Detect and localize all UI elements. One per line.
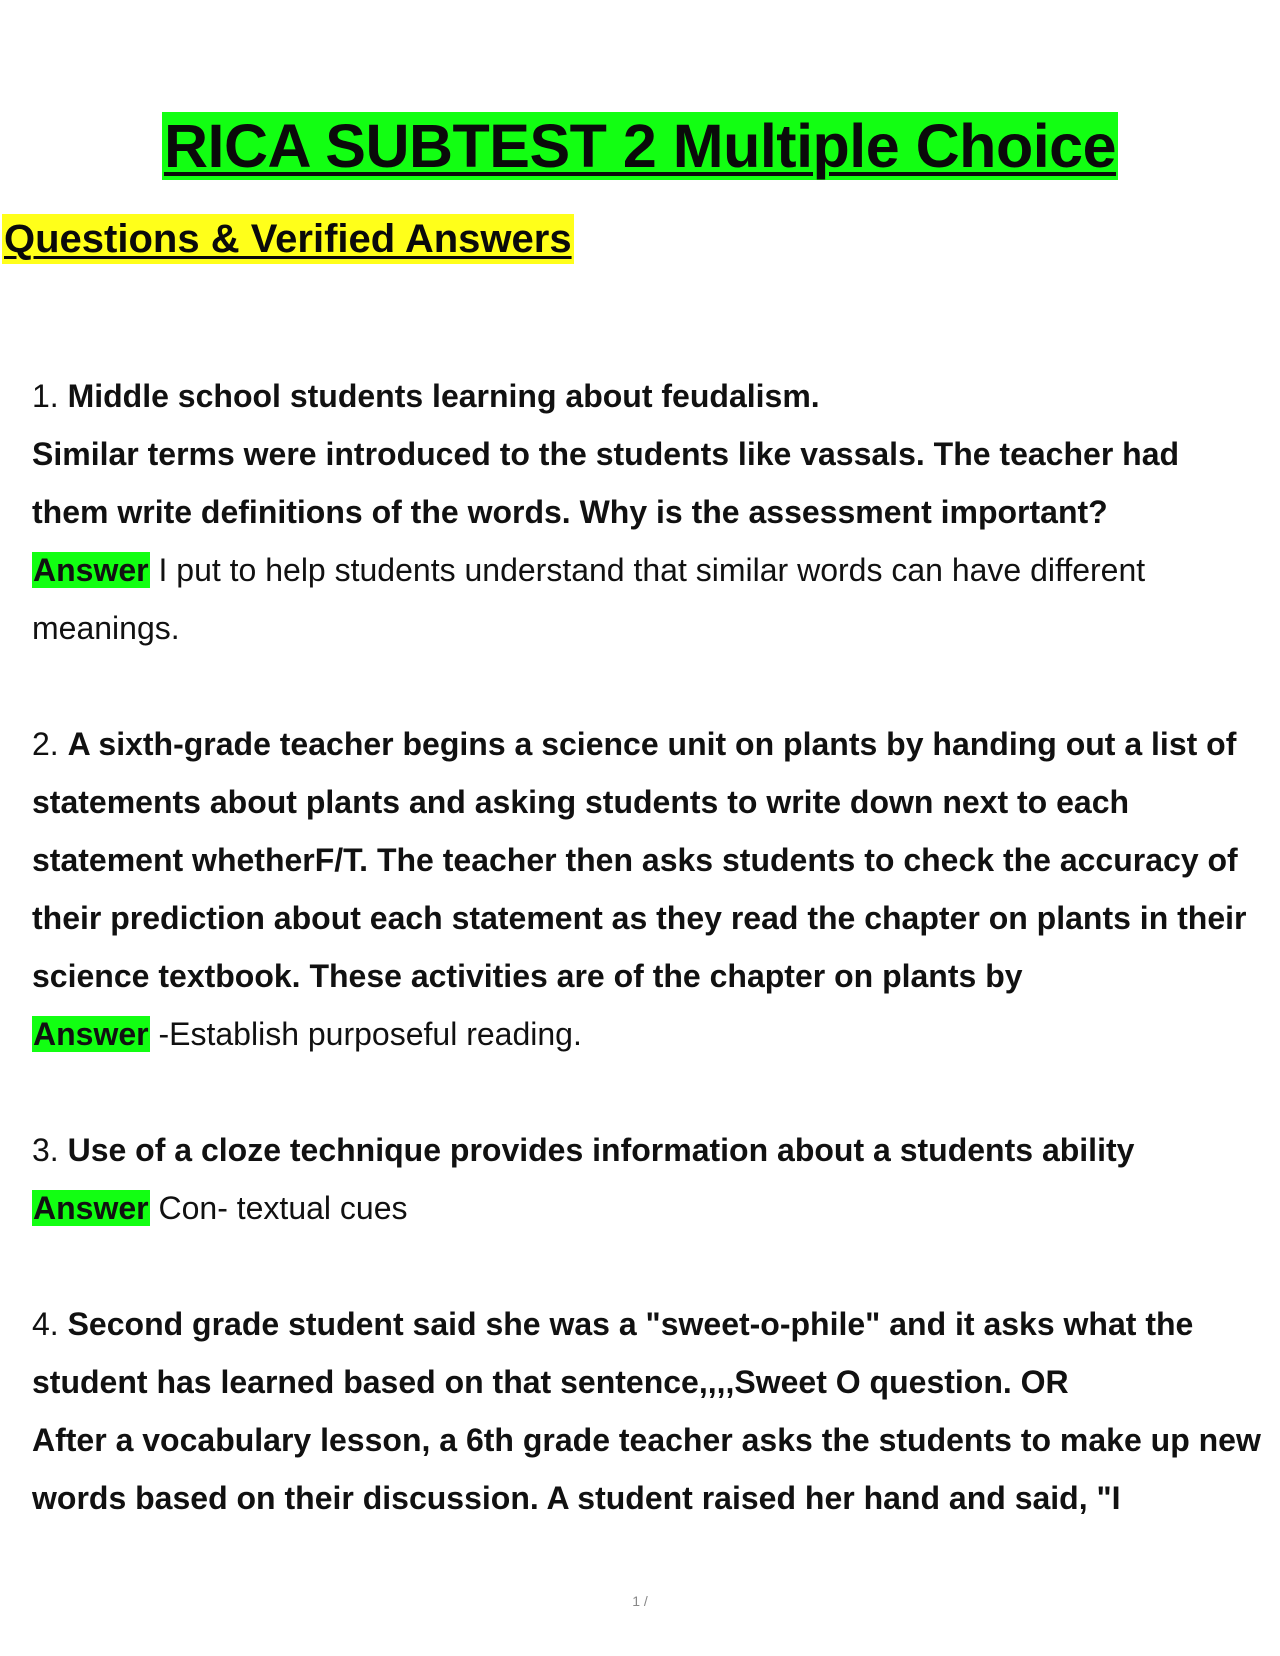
question-number: 4.	[32, 1306, 59, 1342]
answer-label: Answer	[33, 1016, 149, 1052]
question-text: Second grade student said she was a "sweet-o-phile" and it asks what the student has learned based on that sentence,,,,Sweet O question. OR	[32, 1306, 1194, 1400]
question-number: 2.	[32, 726, 59, 762]
page-number: 1 /	[632, 1593, 648, 1609]
qa-item-3	[32, 1121, 1262, 1237]
answer-text: Con- textual cues	[158, 1190, 408, 1226]
answer-text: I put to help students understand that similar words can have different meanings.	[32, 552, 1146, 646]
question-number: 1.	[32, 378, 59, 414]
document-subtitle: Questions & Verified Answers	[2, 214, 574, 264]
question-text-continued: After a vocabulary lesson, a 6th grade teacher asks the students to make up new words based on their discussion. A student raised her hand and said, "I	[32, 1422, 1261, 1516]
qa-item-2	[32, 715, 1262, 1063]
qa-list	[32, 367, 1262, 1585]
question-number: 3.	[32, 1132, 59, 1168]
question-text-continued: Similar terms were introduced to the students like vassals. The teacher had them write definitions of the words. Why is the assessment important?	[32, 436, 1180, 530]
document-title: RICA SUBTEST 2 Multiple Choice	[163, 112, 1117, 180]
answer-text: -Establish purposeful reading.	[158, 1016, 582, 1052]
question-text: Use of a cloze technique provides information about a students ability	[67, 1132, 1135, 1168]
answer-label: Answer	[33, 552, 149, 588]
title-container	[0, 112, 1280, 180]
answer-label: Answer	[33, 1190, 149, 1226]
question-text: Middle school students learning about feudalism.	[67, 378, 820, 414]
question-text: A sixth-grade teacher begins a science unit on plants by handing out a list of statements about plants and asking students to write down next to each statement whetherF/T. The teacher then asks students to check the accuracy of their prediction about each statement as they read the chapter on plants in their science textbook. These activities are of the chapter on plants by	[32, 726, 1247, 994]
qa-item-1	[32, 367, 1262, 657]
qa-item-4	[32, 1295, 1262, 1527]
